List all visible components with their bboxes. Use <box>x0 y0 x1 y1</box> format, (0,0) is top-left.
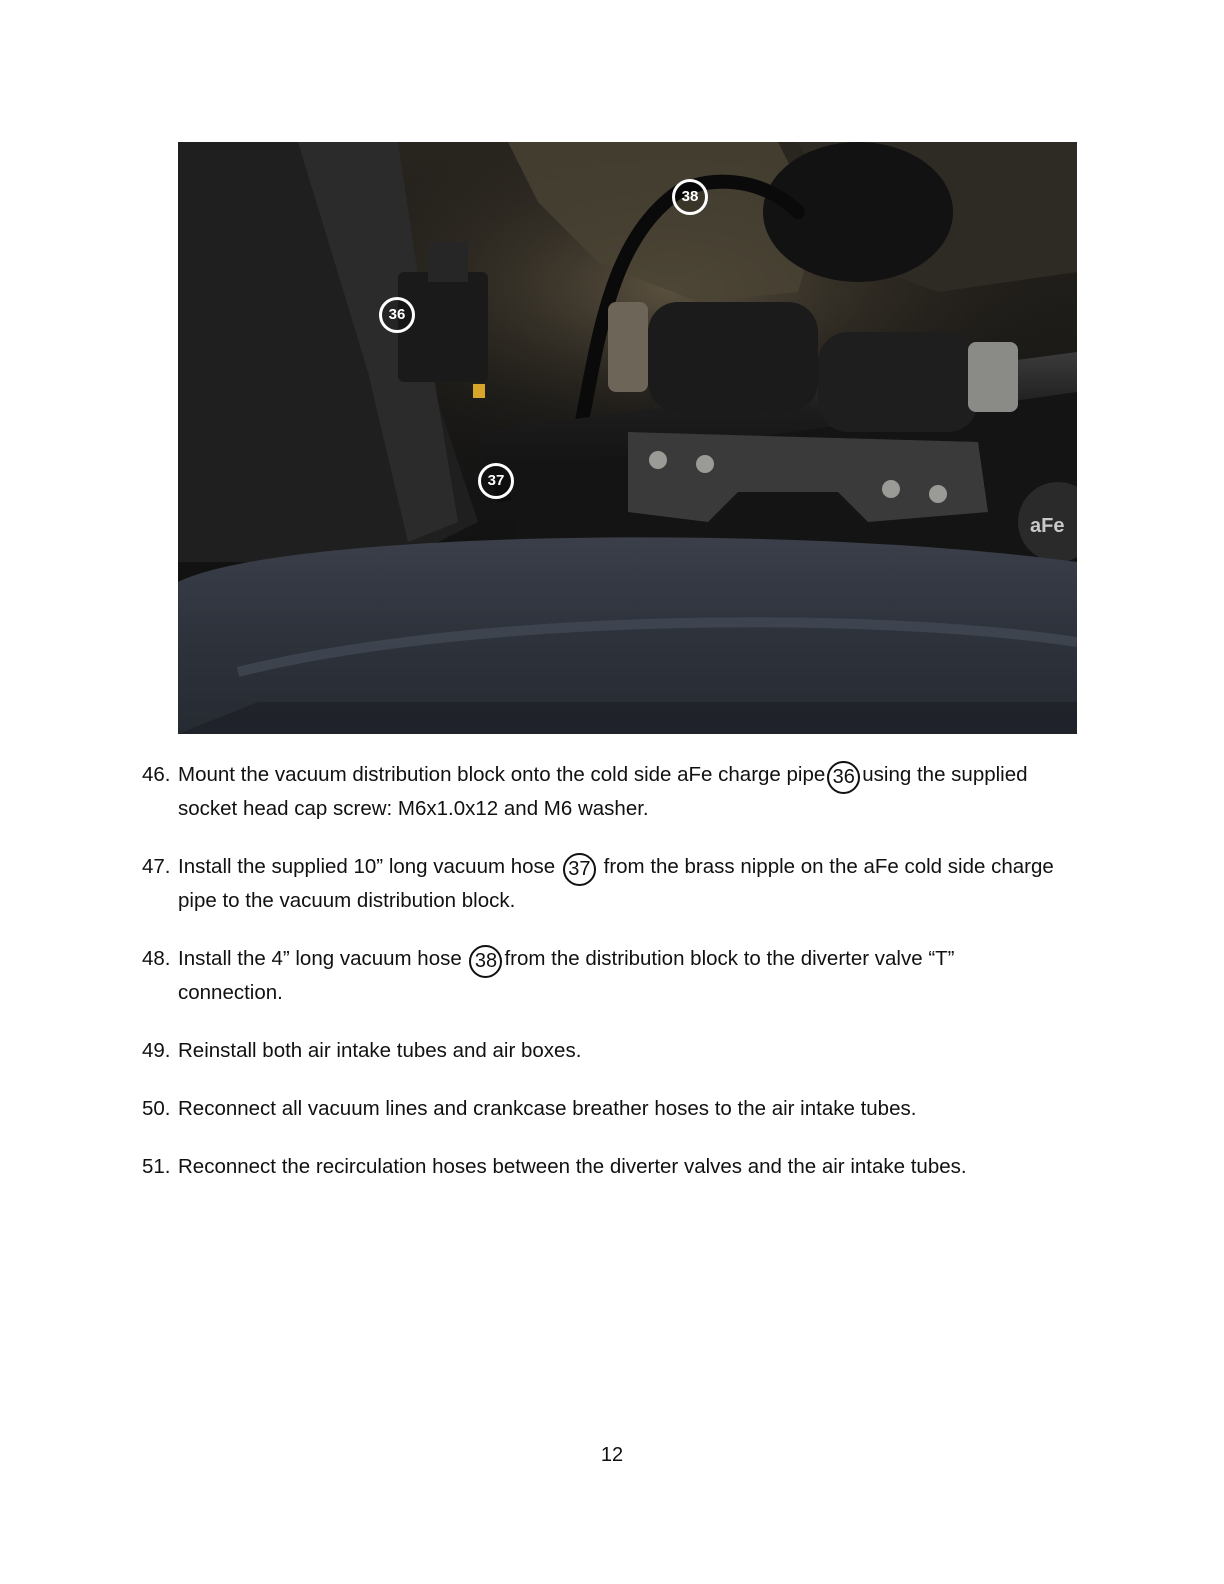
afe-logo-mark: aFe <box>1030 515 1065 537</box>
engine-bay-illustration <box>178 142 1077 734</box>
step-number: 48. <box>142 947 171 970</box>
step-49 <box>142 1036 1062 1066</box>
step-text: from the brass nipple on the aFe cold side charge pipe to the vacuum distribution block. <box>178 855 1054 912</box>
step-text: Install the 4” long vacuum hose <box>178 947 462 970</box>
step-text: Reconnect all vacuum lines and crankcase breather hoses to the air intake tubes. <box>178 1097 917 1120</box>
photo-callout-36: 36 <box>379 297 415 333</box>
photo-callout-38: 38 <box>672 179 708 215</box>
step-number: 51. <box>142 1155 171 1178</box>
step-text: from the distribution block to the diverter valve “T” connection. <box>178 947 955 1004</box>
step-50 <box>142 1094 1062 1124</box>
step-text: Reinstall both air intake tubes and air boxes. <box>178 1039 582 1062</box>
step-text: Install the supplied 10” long vacuum hose <box>178 855 556 878</box>
step-number: 46. <box>142 763 171 786</box>
part-reference-circle: 37 <box>563 853 596 886</box>
step-text: Reconnect the recirculation hoses between the diverter valves and the air intake tubes. <box>178 1155 967 1178</box>
page-number: 12 <box>600 1444 624 1466</box>
step-text: Mount the vacuum distribution block onto the cold side aFe charge pipe <box>178 763 826 786</box>
step-text: using the supplied socket head cap screw: M6x1.0x12 and M6 washer. <box>178 763 1028 820</box>
part-reference-circle: 38 <box>469 945 502 978</box>
step-number: 50. <box>142 1097 171 1120</box>
step-47 <box>142 852 1062 916</box>
part-reference-circle: 36 <box>827 761 860 794</box>
step-48 <box>142 944 1062 1008</box>
step-number: 47. <box>142 855 171 878</box>
photo-callout-37: 37 <box>478 463 514 499</box>
engine-bay-photo <box>178 142 1077 734</box>
step-number: 49. <box>142 1039 171 1062</box>
step-46 <box>142 760 1062 824</box>
step-51 <box>142 1152 1062 1182</box>
instruction-steps <box>142 760 1062 1182</box>
